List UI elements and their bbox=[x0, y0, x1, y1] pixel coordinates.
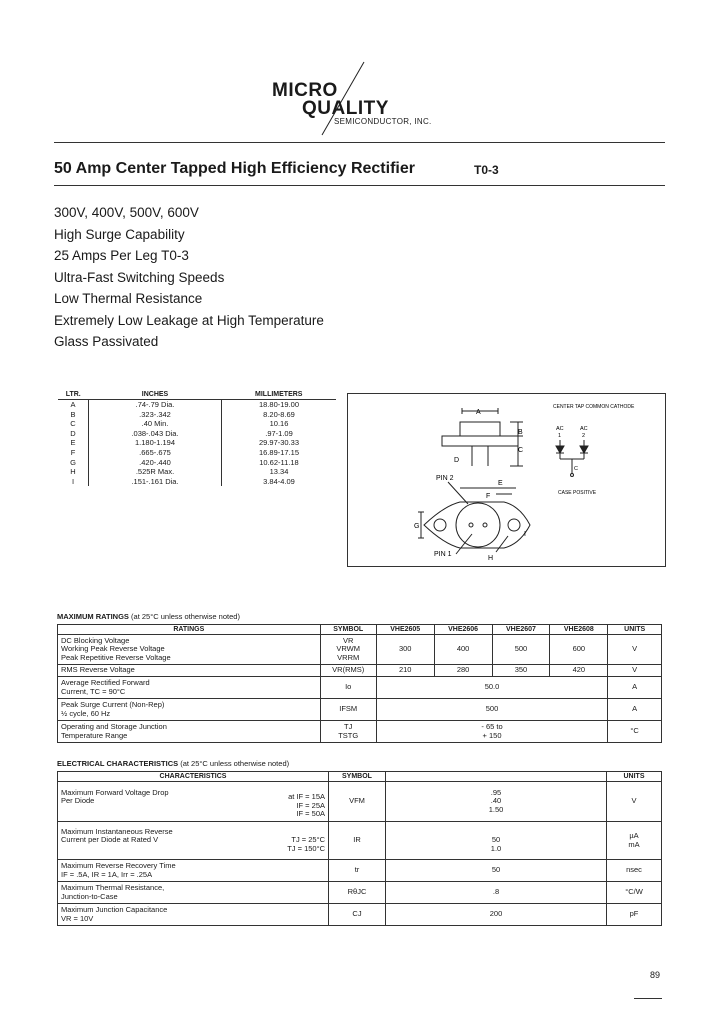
dim-header-mm: MILLIMETERS bbox=[222, 391, 337, 400]
schematic-ac1: AC bbox=[556, 426, 564, 432]
page-title: 50 Amp Center Tapped High Efficiency Rectifier bbox=[54, 160, 415, 177]
char-value: 50 1.0 bbox=[386, 822, 607, 860]
rating-value: 400 bbox=[434, 635, 492, 665]
char-label: Maximum Reverse Recovery Time IF = .5A, IR = 1A, Irr = .25A bbox=[58, 860, 329, 882]
table-row bbox=[58, 882, 662, 904]
max-ratings-note: (at 25°C unless otherwise noted) bbox=[131, 612, 240, 621]
rating-value: 500 bbox=[492, 635, 550, 665]
rating-value: 50.0 bbox=[376, 677, 608, 699]
dim-inches: .038-.043 Dia. bbox=[89, 429, 222, 439]
rating-label: RMS Reverse Voltage bbox=[58, 665, 321, 677]
pin1-label: PIN 1 bbox=[434, 551, 452, 558]
rating-label: Average Rectified Forward Current, TC = 90°C bbox=[58, 677, 321, 699]
rating-symbol: VR(RMS) bbox=[320, 665, 376, 677]
dim-ltr: D bbox=[58, 429, 89, 439]
logo-slash-icon bbox=[0, 0, 720, 160]
char-units: °C/W bbox=[607, 882, 662, 904]
dim-mm: 16.89-17.15 bbox=[258, 447, 300, 457]
char-value: .8 bbox=[386, 882, 607, 904]
dim-mm: .97-1.09 bbox=[265, 428, 293, 438]
col-units: UNITS bbox=[607, 772, 662, 782]
table-row bbox=[58, 822, 662, 860]
col-values bbox=[386, 772, 607, 782]
dim-inches: .665-.675 bbox=[89, 448, 222, 458]
table-row bbox=[58, 458, 336, 468]
diode-schematic-icon bbox=[556, 440, 588, 477]
table-row bbox=[58, 721, 662, 743]
char-condition: TJ = 25°C TJ = 150°C bbox=[214, 822, 329, 860]
package-outline-svg bbox=[348, 394, 665, 566]
dim-mm: 13.34 bbox=[269, 467, 289, 477]
col-vhe2606: VHE2606 bbox=[434, 625, 492, 635]
schematic-c: C bbox=[574, 466, 578, 472]
char-label: Maximum Instantaneous Reverse Current per Diode at Rated V bbox=[58, 822, 215, 860]
table-row bbox=[58, 782, 662, 822]
feature-item: Glass Passivated bbox=[54, 334, 159, 349]
table-row bbox=[58, 477, 336, 487]
dim-mm: 29.97-30.33 bbox=[258, 438, 300, 448]
dim-mm: 18.80-19.00 bbox=[258, 400, 300, 409]
rating-symbol: VR VRWM VRRM bbox=[320, 635, 376, 665]
feature-item: Ultra-Fast Switching Speeds bbox=[54, 269, 225, 285]
char-value: .95 .40 1.50 bbox=[386, 782, 607, 822]
rating-value: 210 bbox=[376, 665, 434, 677]
feature-item: 25 Amps Per Leg T0-3 bbox=[54, 248, 189, 263]
schematic-n1: 1 bbox=[558, 433, 562, 439]
elec-chars-title: ELECTRICAL CHARACTERISTICS bbox=[57, 759, 179, 768]
feature-list bbox=[54, 202, 324, 353]
char-symbol: RθJC bbox=[329, 882, 386, 904]
rating-value: 600 bbox=[550, 635, 608, 665]
dim-mm: 8.20-8.69 bbox=[263, 409, 295, 419]
dim-ltr: E bbox=[58, 438, 89, 448]
elec-chars-table bbox=[57, 771, 662, 926]
table-row bbox=[58, 467, 336, 477]
dim-label-b: B bbox=[518, 429, 523, 436]
table-row bbox=[58, 635, 662, 665]
col-characteristics: CHARACTERISTICS bbox=[58, 772, 329, 782]
table-row bbox=[58, 699, 662, 721]
schematic-title: CENTER TAP COMMON CATHODE bbox=[553, 404, 635, 410]
char-units: pF bbox=[607, 904, 662, 926]
char-symbol: CJ bbox=[329, 904, 386, 926]
char-symbol: IR bbox=[329, 822, 386, 860]
rating-label: Peak Surge Current (Non-Rep) ½ cycle, 60 Hz bbox=[58, 699, 321, 721]
dim-ltr: F bbox=[58, 448, 89, 458]
rating-symbol: IFSM bbox=[320, 699, 376, 721]
pin2-label: PIN 2 bbox=[436, 475, 454, 482]
dim-label-f: F bbox=[486, 493, 491, 500]
table-row bbox=[58, 860, 662, 882]
dim-inches: .151-.161 Dia. bbox=[89, 477, 222, 487]
dim-label-d: D bbox=[454, 457, 460, 464]
feature-item: Low Thermal Resistance bbox=[54, 291, 203, 306]
char-units: V bbox=[607, 782, 662, 822]
max-ratings-table bbox=[57, 624, 662, 743]
dim-label-g: G bbox=[414, 523, 420, 530]
rating-value: 280 bbox=[434, 665, 492, 677]
char-symbol: tr bbox=[329, 860, 386, 882]
rating-units: A bbox=[608, 677, 662, 699]
package-drawing bbox=[347, 393, 666, 567]
table-row bbox=[58, 429, 336, 439]
elec-chars-note: (at 25°C unless otherwise noted) bbox=[180, 759, 290, 768]
table-row bbox=[58, 410, 336, 420]
table-row bbox=[58, 438, 336, 448]
col-symbol: SYMBOL bbox=[320, 625, 376, 635]
rating-value: 350 bbox=[492, 665, 550, 677]
rating-symbol: TJ TSTG bbox=[320, 721, 376, 743]
feature-item: High Surge Capability bbox=[54, 226, 185, 242]
char-symbol: VFM bbox=[329, 782, 386, 822]
max-ratings-heading bbox=[57, 612, 240, 621]
char-label: Maximum Junction Capacitance VR = 10V bbox=[58, 904, 329, 926]
bottom-view bbox=[418, 482, 530, 554]
rating-units: °C bbox=[608, 721, 662, 743]
dim-header-inches: INCHES bbox=[89, 391, 222, 400]
dim-mm: 10.16 bbox=[269, 419, 289, 429]
col-vhe2608: VHE2608 bbox=[550, 625, 608, 635]
schematic-ac2: AC bbox=[580, 426, 588, 432]
char-units: µA mA bbox=[607, 822, 662, 860]
rating-symbol: Io bbox=[320, 677, 376, 699]
col-ratings: RATINGS bbox=[58, 625, 321, 635]
rating-label: DC Blocking Voltage Working Peak Reverse Voltage Peak Repetitive Reverse Voltage bbox=[58, 635, 321, 665]
char-label: Maximum Forward Voltage Drop Per Diode bbox=[58, 782, 215, 822]
dim-inches: .74-.79 Dia. bbox=[89, 400, 222, 410]
rating-value: 420 bbox=[550, 665, 608, 677]
dim-inches: .40 Min. bbox=[89, 419, 222, 429]
col-units: UNITS bbox=[608, 625, 662, 635]
dim-mm: 3.84-4.09 bbox=[263, 476, 295, 486]
dim-ltr: C bbox=[58, 419, 89, 429]
logo-line-quality: QUALITY bbox=[302, 98, 389, 119]
dim-ltr: G bbox=[58, 458, 89, 468]
table-row bbox=[58, 419, 336, 429]
table-row bbox=[58, 400, 336, 410]
rating-units: V bbox=[608, 635, 662, 665]
dim-inches: 1.180-1.194 bbox=[89, 438, 222, 448]
logo-line-micro: MICRO bbox=[272, 80, 338, 101]
feature-item: Extremely Low Leakage at High Temperature bbox=[54, 312, 324, 328]
col-vhe2605: VHE2605 bbox=[376, 625, 434, 635]
dim-ltr: B bbox=[58, 410, 89, 420]
col-vhe2607: VHE2607 bbox=[492, 625, 550, 635]
table-row bbox=[58, 677, 662, 699]
schematic-n2: 2 bbox=[582, 433, 586, 439]
package-label: T0-3 bbox=[474, 163, 499, 177]
dim-inches: .525R Max. bbox=[89, 467, 222, 477]
char-label: Maximum Thermal Resistance, Junction-to-Case bbox=[58, 882, 329, 904]
dim-ltr: A bbox=[58, 400, 89, 410]
dim-inches: .420-.440 bbox=[89, 458, 222, 468]
char-value: 200 bbox=[386, 904, 607, 926]
dim-label-a: A bbox=[476, 409, 481, 416]
char-value: 50 bbox=[386, 860, 607, 882]
table-row bbox=[58, 904, 662, 926]
dim-mm: 10.62-11.18 bbox=[259, 457, 299, 467]
dim-label-c: C bbox=[518, 447, 524, 454]
dim-ltr: I bbox=[58, 477, 89, 487]
dim-label-h: H bbox=[488, 555, 494, 562]
col-symbol: SYMBOL bbox=[329, 772, 386, 782]
dim-inches: .323-.342 bbox=[89, 410, 222, 420]
dimension-table bbox=[58, 391, 336, 486]
rating-value: - 65 to + 150 bbox=[376, 721, 608, 743]
rating-units: A bbox=[608, 699, 662, 721]
page-number: 89 bbox=[650, 970, 661, 980]
rating-label: Operating and Storage Junction Temperature Range bbox=[58, 721, 321, 743]
rating-units: V bbox=[608, 665, 662, 677]
dim-ltr: H bbox=[58, 467, 89, 477]
elec-chars-heading bbox=[57, 759, 289, 768]
char-units: nsec bbox=[607, 860, 662, 882]
rating-value: 500 bbox=[376, 699, 608, 721]
char-condition: at IF = 15A IF = 25A IF = 50A bbox=[214, 782, 329, 822]
logo-line-semiconductor: SEMICONDUCTOR, INC. bbox=[334, 117, 432, 126]
table-row bbox=[58, 665, 662, 677]
title-rule bbox=[54, 185, 665, 186]
rating-value: 300 bbox=[376, 635, 434, 665]
table-row bbox=[58, 448, 336, 458]
max-ratings-title: MAXIMUM RATINGS bbox=[57, 612, 129, 621]
dim-label-e: E bbox=[498, 480, 503, 487]
feature-item: 300V, 400V, 500V, 600V bbox=[54, 205, 199, 220]
footer-rule bbox=[634, 998, 662, 999]
dim-header-ltr: LTR. bbox=[58, 391, 89, 400]
dim-label-i: I bbox=[524, 531, 526, 538]
top-rule bbox=[54, 142, 665, 143]
case-label: CASE POSITIVE bbox=[558, 490, 597, 496]
